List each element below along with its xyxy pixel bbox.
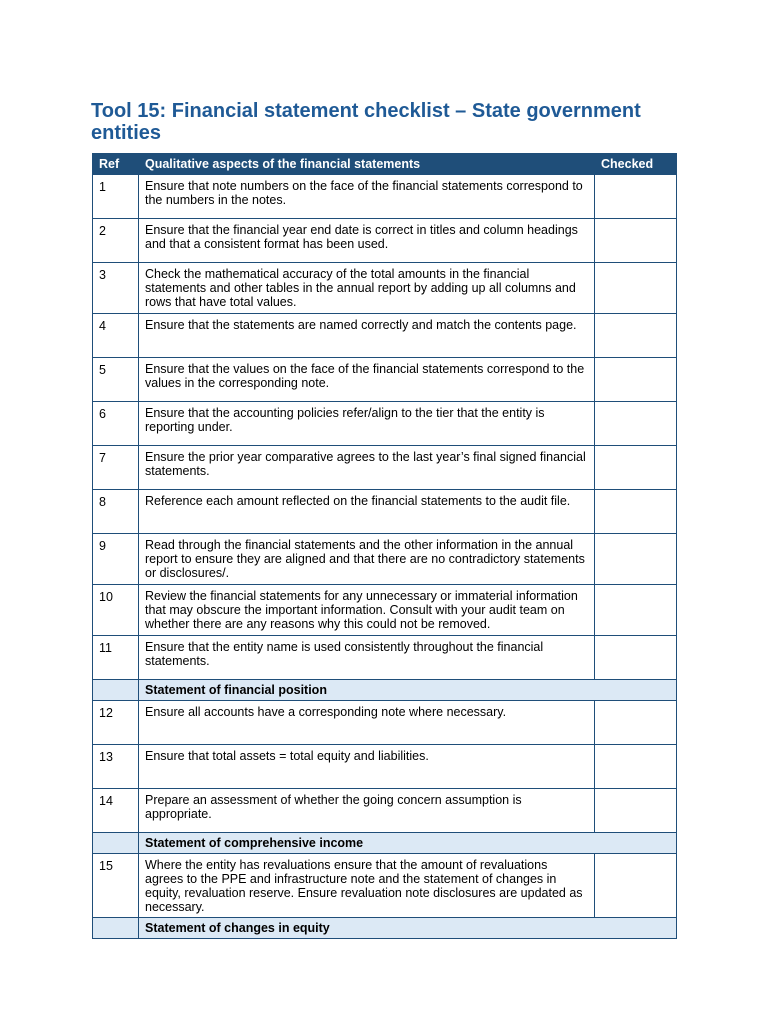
header-ref: Ref xyxy=(93,154,139,175)
table-row xyxy=(93,263,677,314)
ref-cell: 1 xyxy=(93,175,139,219)
checked-cell[interactable] xyxy=(595,490,677,534)
checked-cell[interactable] xyxy=(595,534,677,585)
ref-cell: 8 xyxy=(93,490,139,534)
aspect-cell: Read through the financial statements and the other information in the annual report to ensure they are aligned and that there are no contradictory statements or disclosures/. xyxy=(139,534,595,585)
table-row xyxy=(93,854,677,918)
section-title: Statement of financial position xyxy=(139,680,677,701)
aspect-cell: Ensure that the accounting policies refer/align to the tier that the entity is reporting under. xyxy=(139,402,595,446)
checked-cell[interactable] xyxy=(595,314,677,358)
aspect-cell: Ensure the prior year comparative agrees to the last year’s final signed financial statements. xyxy=(139,446,595,490)
aspect-cell: Ensure that the statements are named correctly and match the contents page. xyxy=(139,314,595,358)
checked-cell[interactable] xyxy=(595,701,677,745)
checklist-table xyxy=(92,153,677,939)
checked-cell[interactable] xyxy=(595,854,677,918)
checked-cell[interactable] xyxy=(595,402,677,446)
table-header-row xyxy=(93,154,677,175)
table-row xyxy=(93,219,677,263)
section-title: Statement of changes in equity xyxy=(139,918,677,939)
section-ref-cell xyxy=(93,680,139,701)
ref-cell: 15 xyxy=(93,854,139,918)
ref-cell: 9 xyxy=(93,534,139,585)
ref-cell: 6 xyxy=(93,402,139,446)
section-title: Statement of comprehensive income xyxy=(139,833,677,854)
table-row xyxy=(93,490,677,534)
ref-cell: 12 xyxy=(93,701,139,745)
aspect-cell: Ensure that total assets = total equity and liabilities. xyxy=(139,745,595,789)
aspect-cell: Ensure that the financial year end date is correct in titles and column headings and that a consistent format has been used. xyxy=(139,219,595,263)
table-row xyxy=(93,636,677,680)
aspect-cell: Ensure all accounts have a corresponding note where necessary. xyxy=(139,701,595,745)
ref-cell: 11 xyxy=(93,636,139,680)
table-row xyxy=(93,745,677,789)
aspect-cell: Check the mathematical accuracy of the total amounts in the financial statements and other tables in the annual report by adding up all columns and rows that have total values. xyxy=(139,263,595,314)
checked-cell[interactable] xyxy=(595,175,677,219)
checked-cell[interactable] xyxy=(595,585,677,636)
checked-cell[interactable] xyxy=(595,789,677,833)
section-row-financial-position xyxy=(93,680,677,701)
page-title: Tool 15: Financial statement checklist – State government entities xyxy=(91,100,641,144)
checked-cell[interactable] xyxy=(595,219,677,263)
ref-cell: 2 xyxy=(93,219,139,263)
aspect-cell: Ensure that the values on the face of the financial statements correspond to the values in the corresponding note. xyxy=(139,358,595,402)
checked-cell[interactable] xyxy=(595,446,677,490)
aspect-cell: Reference each amount reflected on the financial statements to the audit file. xyxy=(139,490,595,534)
ref-cell: 14 xyxy=(93,789,139,833)
section-ref-cell xyxy=(93,833,139,854)
section-row-changes-in-equity xyxy=(93,918,677,939)
aspect-cell: Where the entity has revaluations ensure that the amount of revaluations agrees to the PPE and infrastructure note and the statement of changes in equity, revaluation reserve. Ensure revaluation note disclosures are updated as necessary. xyxy=(139,854,595,918)
table-row xyxy=(93,402,677,446)
table-row xyxy=(93,701,677,745)
aspect-cell: Ensure that the entity name is used consistently throughout the financial statements. xyxy=(139,636,595,680)
header-aspect: Qualitative aspects of the financial statements xyxy=(139,154,595,175)
table-row xyxy=(93,585,677,636)
aspect-cell: Review the financial statements for any unnecessary or immaterial information that may obscure the important information. Consult with your audit team on whether there are any reasons why this could not be removed. xyxy=(139,585,595,636)
table-row xyxy=(93,358,677,402)
aspect-cell: Ensure that note numbers on the face of the financial statements correspond to the numbers in the notes. xyxy=(139,175,595,219)
checked-cell[interactable] xyxy=(595,745,677,789)
table-row xyxy=(93,534,677,585)
table-row xyxy=(93,446,677,490)
ref-cell: 5 xyxy=(93,358,139,402)
section-ref-cell xyxy=(93,918,139,939)
checked-cell[interactable] xyxy=(595,358,677,402)
ref-cell: 7 xyxy=(93,446,139,490)
ref-cell: 13 xyxy=(93,745,139,789)
ref-cell: 4 xyxy=(93,314,139,358)
table-row xyxy=(93,789,677,833)
checked-cell[interactable] xyxy=(595,636,677,680)
ref-cell: 10 xyxy=(93,585,139,636)
section-row-comprehensive-income xyxy=(93,833,677,854)
checked-cell[interactable] xyxy=(595,263,677,314)
aspect-cell: Prepare an assessment of whether the going concern assumption is appropriate. xyxy=(139,789,595,833)
table-row xyxy=(93,175,677,219)
table-row xyxy=(93,314,677,358)
header-checked: Checked xyxy=(595,154,677,175)
ref-cell: 3 xyxy=(93,263,139,314)
